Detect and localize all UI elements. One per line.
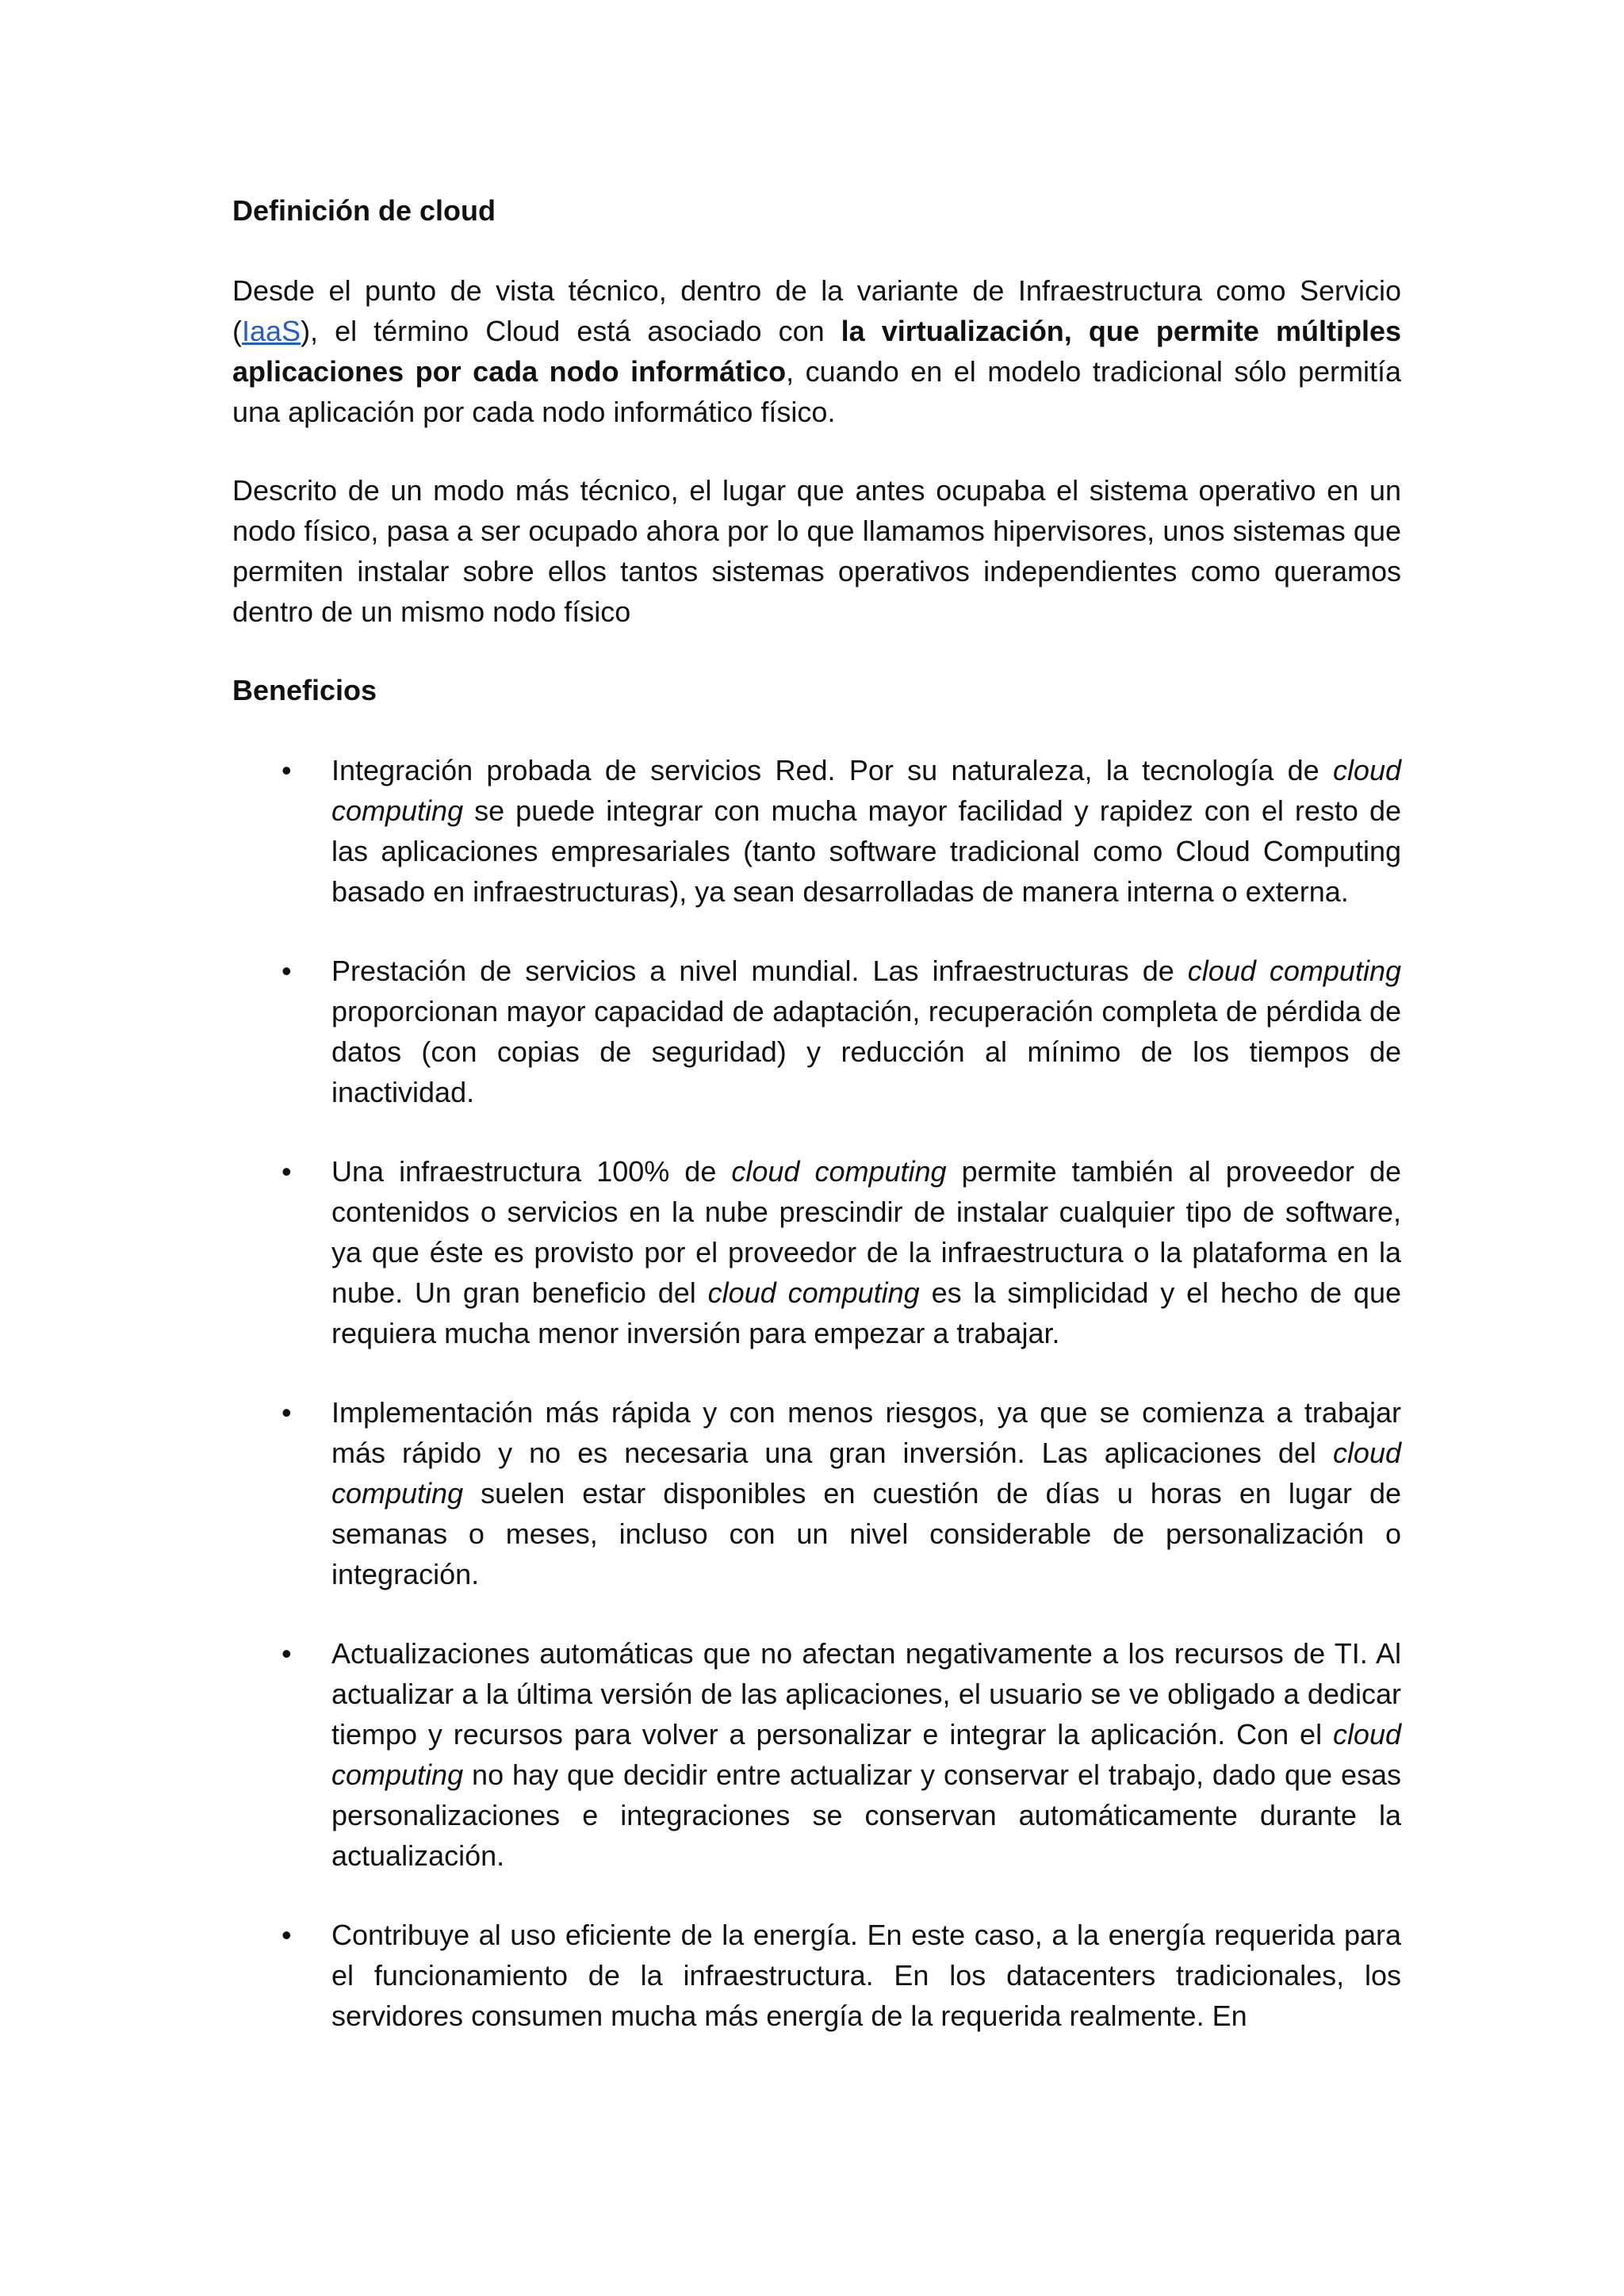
list-item bbox=[232, 1915, 1401, 2036]
bullet-marker: • bbox=[282, 955, 292, 987]
list-item bbox=[232, 1392, 1401, 1594]
item-text: se puede integrar con mucha mayor facilidad y rapidez con el resto de las aplicaciones empresariales (tanto software tradicional como Cloud Computing basado en infraestructuras), ya sean desarrolladas de manera interna o externa. bbox=[331, 794, 1401, 908]
item-emphasis: cloud computing bbox=[1187, 955, 1401, 987]
list-item bbox=[232, 951, 1401, 1112]
item-text: es la simplicidad y el hecho de que requiera mucha menor inversión para empezar a trabajar. bbox=[331, 1276, 1401, 1349]
item-emphasis: cloud computing bbox=[331, 1437, 1401, 1510]
bullet-marker: • bbox=[282, 1919, 292, 1951]
item-text: Prestación de servicios a nivel mundial. Las infraestructuras de bbox=[331, 955, 1188, 987]
bullet-marker: • bbox=[282, 1155, 292, 1188]
bullet-marker: • bbox=[282, 1396, 292, 1429]
item-text: Integración probada de servicios Red. Por su naturaleza, la tecnología de bbox=[331, 754, 1333, 786]
item-text: permite también al proveedor de contenidos o servicios en la nube prescindir de instalar cualquier tipo de software, ya que éste es provisto por el proveedor de la infraestructura o la plataforma en la nube. Un gran beneficio del bbox=[331, 1155, 1401, 1309]
list-item bbox=[232, 1633, 1401, 1876]
definicion-p1-bold: la virtualización, que permite múltiples aplicaciones por cada nodo informático bbox=[232, 315, 1401, 388]
document-content bbox=[232, 190, 1401, 2075]
item-text: Contribuye al uso eficiente de la energía. En este caso, a la energía requerida para el funcionamiento de la infraestructura. En los datacenters tradicionales, los servidores consumen mucha más energía de la requerida realmente. En bbox=[331, 1919, 1401, 2032]
item-emphasis: cloud computing bbox=[331, 1718, 1401, 1791]
item-text: suelen estar disponibles en cuestión de días u horas en lugar de semanas o meses, incluso con un nivel considerable de personalización o integración. bbox=[331, 1477, 1401, 1590]
definicion-paragraph-1 bbox=[232, 270, 1401, 432]
list-item bbox=[232, 1151, 1401, 1353]
item-emphasis: cloud computing bbox=[331, 754, 1401, 827]
item-text: Una infraestructura 100% de bbox=[331, 1155, 732, 1188]
item-emphasis: cloud computing bbox=[731, 1155, 947, 1188]
bullet-marker: • bbox=[282, 1637, 292, 1670]
definicion-p1-text-c: , cuando en el modelo tradicional sólo permitía una aplicación por cada nodo informático físico. bbox=[232, 355, 1401, 428]
item-text: no hay que decidir entre actualizar y conservar el trabajo, dado que esas personalizaciones e integraciones se conservan automáticamente durante la actualización. bbox=[331, 1758, 1401, 1872]
beneficios-heading: Beneficios bbox=[232, 674, 377, 706]
bullet-marker: • bbox=[282, 754, 292, 786]
item-text: Implementación más rápida y con menos riesgos, ya que se comienza a trabajar más rápido y no es necesaria una gran inversión. Las aplicaciones del bbox=[331, 1396, 1401, 1469]
definicion-p1-text-b: ), el término Cloud está asociado con bbox=[301, 315, 841, 347]
definicion-heading: Definición de cloud bbox=[232, 194, 496, 227]
definicion-paragraph-2: Descrito de un modo más técnico, el lugar que antes ocupaba el sistema operativo en un nodo físico, pasa a ser ocupado ahora por lo que llamamos hipervisores, unos sistemas que permiten instalar sobre ellos tantos sistemas operativos independientes como queramos dentro de un mismo nodo físico bbox=[232, 474, 1401, 628]
iaas-link[interactable]: IaaS bbox=[242, 315, 301, 347]
beneficios-list bbox=[232, 750, 1401, 2036]
definicion-p1-text-a: Desde el punto de vista técnico, dentro de la variante de Infraestructura como Servicio ( bbox=[232, 274, 1401, 347]
item-text: Actualizaciones automáticas que no afectan negativamente a los recursos de TI. Al actualizar a la última versión de las aplicaciones, el usuario se ve obligado a dedicar tiempo y recursos para volver a personalizar e integrar la aplicación. Con el bbox=[331, 1637, 1401, 1751]
list-item bbox=[232, 750, 1401, 912]
item-emphasis: cloud computing bbox=[707, 1276, 920, 1309]
item-text: proporcionan mayor capacidad de adaptación, recuperación completa de pérdida de datos (con copias de seguridad) y reducción al mínimo de los tiempos de inactividad. bbox=[331, 995, 1401, 1108]
